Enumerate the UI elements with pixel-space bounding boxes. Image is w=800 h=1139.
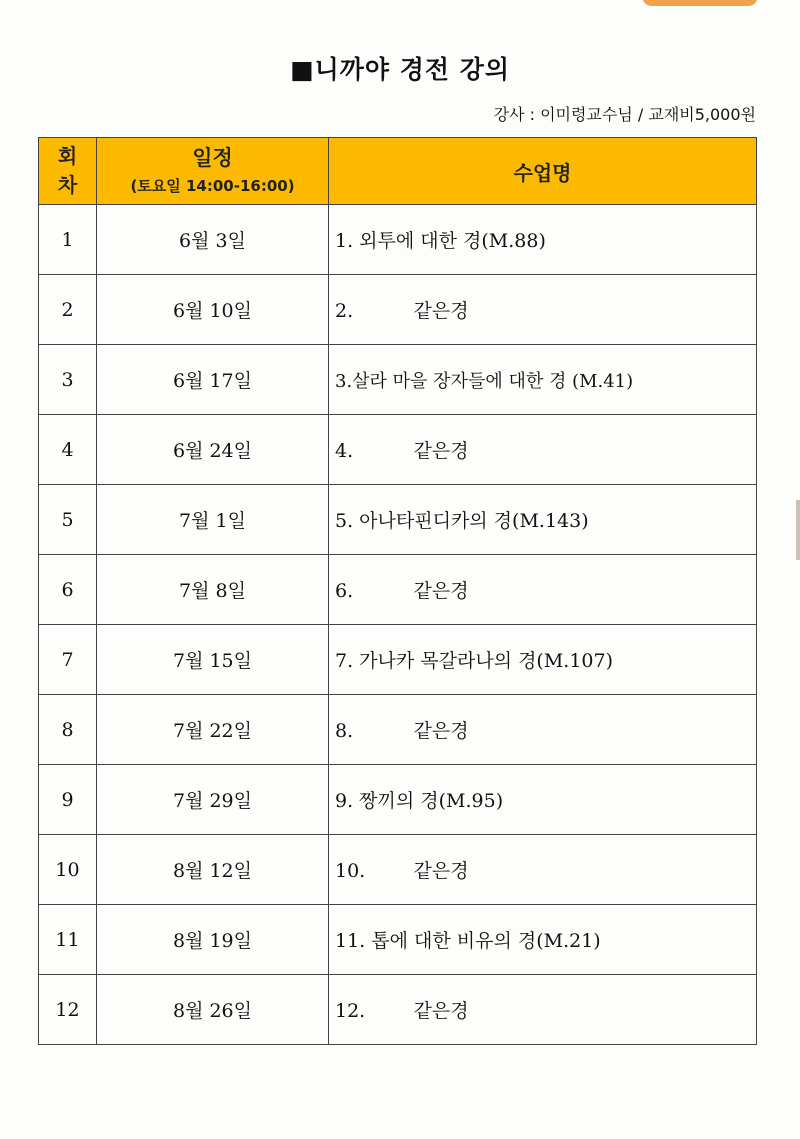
row-number: 5 <box>39 485 97 555</box>
row-number: 11 <box>39 905 97 975</box>
header-round-line1: 회 <box>57 144 78 168</box>
table-header-row <box>39 138 757 205</box>
row-class-name: 10. 같은경 <box>329 835 757 905</box>
row-date: 6월 3일 <box>97 205 329 275</box>
schedule-table <box>38 137 757 1045</box>
row-class-name: 9. 짱끼의 경(M.95) <box>329 765 757 835</box>
row-class-name: 2. 같은경 <box>329 275 757 345</box>
row-date: 8월 26일 <box>97 975 329 1045</box>
table-row <box>39 625 757 695</box>
row-number: 10 <box>39 835 97 905</box>
table-row <box>39 205 757 275</box>
row-date: 7월 8일 <box>97 555 329 625</box>
row-date: 7월 29일 <box>97 765 329 835</box>
row-number: 8 <box>39 695 97 765</box>
row-class-name: 7. 가나카 목갈라나의 경(M.107) <box>329 625 757 695</box>
row-number: 4 <box>39 415 97 485</box>
header-date-sub: (토요일 14:00-16:00) <box>130 177 295 195</box>
row-number: 1 <box>39 205 97 275</box>
row-class-name: 5. 아나타핀디카의 경(M.143) <box>329 485 757 555</box>
row-number: 2 <box>39 275 97 345</box>
table-row <box>39 485 757 555</box>
orange-top-tab <box>642 0 758 6</box>
table-row <box>39 275 757 345</box>
row-date: 7월 1일 <box>97 485 329 555</box>
row-class-name: 4. 같은경 <box>329 415 757 485</box>
page-title: ■니까야 경전 강의 <box>289 55 511 84</box>
row-number: 7 <box>39 625 97 695</box>
table-row <box>39 415 757 485</box>
header-class-name: 수업명 <box>329 138 757 205</box>
row-class-name: 1. 외투에 대한 경(M.88) <box>329 205 757 275</box>
header-date-main: 일정 <box>192 146 233 170</box>
row-date: 8월 12일 <box>97 835 329 905</box>
table-row <box>39 345 757 415</box>
header-date <box>97 138 329 205</box>
row-number: 12 <box>39 975 97 1045</box>
row-number: 9 <box>39 765 97 835</box>
scan-edge-mark <box>796 500 800 560</box>
row-date: 7월 22일 <box>97 695 329 765</box>
header-round <box>39 138 97 205</box>
table-row <box>39 835 757 905</box>
row-class-name: 6. 같은경 <box>329 555 757 625</box>
table-row <box>39 905 757 975</box>
table-row <box>39 555 757 625</box>
row-date: 6월 17일 <box>97 345 329 415</box>
row-class-name: 3.살라 마을 장자들에 대한 경 (M.41) <box>329 345 757 415</box>
row-class-name: 11. 톱에 대한 비유의 경(M.21) <box>329 905 757 975</box>
table-row <box>39 695 757 765</box>
row-date: 6월 10일 <box>97 275 329 345</box>
row-date: 6월 24일 <box>97 415 329 485</box>
table-row <box>39 975 757 1045</box>
row-class-name: 12. 같은경 <box>329 975 757 1045</box>
header-round-line2: 차 <box>57 173 78 197</box>
row-number: 6 <box>39 555 97 625</box>
row-date: 7월 15일 <box>97 625 329 695</box>
lecturer-info: 강사 : 이미령교수님 / 교재비5,000원 <box>493 105 756 124</box>
row-date: 8월 19일 <box>97 905 329 975</box>
row-class-name: 8. 같은경 <box>329 695 757 765</box>
table-row <box>39 765 757 835</box>
row-number: 3 <box>39 345 97 415</box>
